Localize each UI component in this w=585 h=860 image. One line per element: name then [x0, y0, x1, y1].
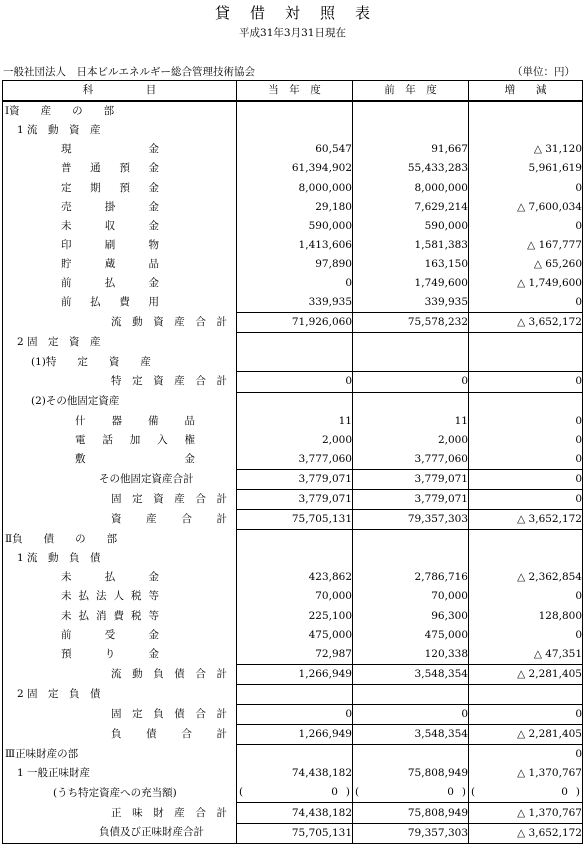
value-previous: 75,808,949 [353, 764, 469, 783]
value-current: 423,862 [237, 568, 353, 587]
row-label: Ⅰ資 産 の 部 [5, 105, 115, 118]
row-label-cell [3, 450, 237, 470]
value-change: 0 [469, 431, 583, 450]
row-label: 売 掛 金 [61, 200, 159, 213]
value-change: △ 3,652,172 [469, 510, 583, 530]
value-current [237, 333, 353, 353]
table-row [3, 764, 583, 783]
table-row [3, 450, 583, 470]
value-change: △ 2,281,405 [469, 664, 583, 684]
unit-label: （単位：円） [512, 66, 575, 78]
table-row [3, 510, 583, 530]
value-current: 0 [237, 274, 353, 293]
value-current: 75,705,131 [237, 823, 353, 843]
table-row [3, 293, 583, 313]
row-label-cell [3, 293, 237, 313]
table-row [3, 236, 583, 255]
value-previous [353, 684, 469, 704]
value-previous: 91,667 [353, 140, 469, 159]
value-change: 0 [469, 412, 583, 431]
value-current [237, 745, 353, 765]
table-row [3, 489, 583, 509]
value-previous: 79,357,303 [353, 510, 469, 530]
row-label: 電 話 加 入 権 [75, 433, 195, 446]
organization-name: 一般社団法人 日本ビルエネルギー総合管理技術協会 [3, 66, 255, 78]
value-change [469, 684, 583, 704]
table-row [3, 783, 583, 803]
value-current: 60,547 [237, 140, 353, 159]
value-current [237, 549, 353, 568]
value-current: 1,413,606 [237, 236, 353, 255]
value-previous [353, 352, 469, 372]
row-label-cell [3, 372, 237, 392]
value-previous [353, 783, 469, 803]
value-current [237, 530, 353, 550]
value-previous [353, 745, 469, 765]
value-change: 0 [469, 178, 583, 197]
row-label-cell [3, 645, 237, 665]
value-current: 11 [237, 412, 353, 431]
value-change: △ 31,120 [469, 140, 583, 159]
value-change [469, 333, 583, 353]
value-current: 475,000 [237, 626, 353, 645]
table-row [3, 725, 583, 745]
row-label: 前 受 金 [61, 628, 159, 641]
row-label: 印 刷 物 [61, 238, 159, 251]
value-change: △ 2,281,405 [469, 725, 583, 745]
paren-value: 0 [331, 786, 338, 799]
row-label-cell [3, 178, 237, 197]
row-label-cell [3, 607, 237, 626]
value-current: 2,000 [237, 431, 353, 450]
row-label: 前 払 費 用 [61, 296, 159, 309]
row-label-cell [3, 274, 237, 293]
value-change: 0 [469, 293, 583, 313]
table-row [3, 372, 583, 392]
row-label-cell [3, 510, 237, 530]
table-row [3, 549, 583, 568]
row-label-cell [3, 101, 237, 121]
row-label-cell [3, 764, 237, 783]
value-change: 0 [469, 450, 583, 470]
value-previous: 3,779,071 [353, 469, 469, 489]
row-label: 前 払 金 [61, 276, 159, 289]
value-current: 74,438,182 [237, 764, 353, 783]
table-row [3, 469, 583, 489]
row-label: Ⅲ正味財産の部 [5, 747, 79, 760]
row-label-cell [3, 333, 237, 353]
value-change: 0 [469, 705, 583, 725]
value-current [237, 121, 353, 140]
row-label: 什 器 備 品 [75, 414, 195, 427]
value-previous: 0 [353, 372, 469, 392]
table-row [3, 313, 583, 333]
row-label-cell [3, 705, 237, 725]
value-current: 3,779,071 [237, 469, 353, 489]
row-label: (2)その他固定資産 [31, 395, 120, 408]
paren-open: ( [471, 786, 476, 799]
row-label: 敷 金 [75, 453, 195, 466]
table-row [3, 198, 583, 217]
value-current: 1,266,949 [237, 725, 353, 745]
value-current: 8,000,000 [237, 178, 353, 197]
value-change: 5,961,619 [469, 159, 583, 178]
table-row [3, 140, 583, 159]
value-previous: 2,000 [353, 431, 469, 450]
row-label-cell [3, 255, 237, 274]
value-current: 339,935 [237, 293, 353, 313]
row-label-cell [3, 489, 237, 509]
table-row [3, 392, 583, 412]
row-label: 貯 蔵 品 [61, 257, 159, 270]
value-previous [353, 333, 469, 353]
value-change: 0 [469, 626, 583, 645]
value-change: △ 3,652,172 [469, 313, 583, 333]
value-previous: 2,786,716 [353, 568, 469, 587]
paren-close: ) [461, 786, 466, 799]
table-row [3, 626, 583, 645]
col-header-previous: 前 年 度 [353, 81, 469, 102]
row-label: 資 産 合 計 [111, 513, 227, 526]
table-row [3, 159, 583, 178]
value-current: 74,438,182 [237, 803, 353, 823]
value-current: 590,000 [237, 217, 353, 236]
table-row [3, 745, 583, 765]
value-change: 0 [469, 217, 583, 236]
row-label: 1 流 動 資 産 [17, 124, 101, 137]
table-row [3, 530, 583, 550]
value-current: 3,777,060 [237, 450, 353, 470]
row-label: Ⅱ負 債 の 部 [5, 532, 118, 545]
row-label: その他固定資産合計 [99, 472, 194, 485]
value-change: 0 [469, 372, 583, 392]
row-label: 固 定 資 産 合 計 [111, 493, 227, 506]
value-previous: 70,000 [353, 587, 469, 606]
row-label-cell [3, 803, 237, 823]
value-current: 3,779,071 [237, 489, 353, 509]
paren-open: ( [355, 786, 360, 799]
row-label-cell [3, 121, 237, 140]
row-label-cell [3, 412, 237, 431]
value-change [469, 530, 583, 550]
table-row [3, 217, 583, 236]
row-label-cell [3, 664, 237, 684]
row-label: 未 払 金 [61, 571, 159, 584]
table-row [3, 255, 583, 274]
row-label-cell [3, 684, 237, 704]
value-previous: 3,548,354 [353, 664, 469, 684]
value-previous: 0 [353, 705, 469, 725]
table-row [3, 587, 583, 606]
row-label: 未 収 金 [61, 219, 159, 232]
value-previous: 120,338 [353, 645, 469, 665]
row-label: 1 流 動 負 債 [17, 552, 101, 565]
value-previous: 11 [353, 412, 469, 431]
row-label: 未 払 法 人 税 等 [61, 590, 159, 603]
value-change [469, 352, 583, 372]
report-date: 平成31年3月31日現在 [239, 27, 346, 39]
value-current: 0 [237, 372, 353, 392]
value-previous: 1,749,600 [353, 274, 469, 293]
value-change [469, 549, 583, 568]
value-current: 225,100 [237, 607, 353, 626]
row-label: 2 固 定 負 債 [17, 687, 101, 700]
row-label: 未 払 消 費 税 等 [61, 609, 159, 622]
value-previous: 8,000,000 [353, 178, 469, 197]
value-change [469, 101, 583, 121]
value-change: △ 167,777 [469, 236, 583, 255]
row-label-cell [3, 469, 237, 489]
paren-value: 0 [447, 786, 454, 799]
row-label-cell [3, 392, 237, 412]
value-current: 29,180 [237, 198, 353, 217]
table-row [3, 664, 583, 684]
row-label: 固 定 負 債 合 計 [111, 708, 227, 721]
row-label-cell [3, 198, 237, 217]
value-change: △ 1,370,767 [469, 803, 583, 823]
value-previous: 55,433,283 [353, 159, 469, 178]
value-current: 75,705,131 [237, 510, 353, 530]
value-previous [353, 121, 469, 140]
row-label-cell [3, 587, 237, 606]
paren-value: 0 [561, 786, 568, 799]
value-current: 0 [237, 705, 353, 725]
table-row [3, 412, 583, 431]
value-change: 0 [469, 587, 583, 606]
value-previous [353, 101, 469, 121]
value-previous [353, 549, 469, 568]
value-change [469, 121, 583, 140]
value-current [237, 101, 353, 121]
value-previous: 3,777,060 [353, 450, 469, 470]
row-label: (1)特 定 資 産 [31, 355, 151, 368]
paren-open: ( [239, 786, 244, 799]
row-label-cell [3, 725, 237, 745]
value-change [469, 783, 583, 803]
value-current [237, 684, 353, 704]
row-label: 預 り 金 [61, 648, 159, 661]
value-change: △ 7,600,034 [469, 198, 583, 217]
value-previous: 590,000 [353, 217, 469, 236]
value-change: △ 47,351 [469, 645, 583, 665]
table-row [3, 333, 583, 353]
value-change: △ 1,749,600 [469, 274, 583, 293]
report-title: 貸借対照表 [214, 4, 390, 22]
table-row [3, 178, 583, 197]
row-label: 特 定 資 産 合 計 [111, 375, 227, 388]
value-previous: 75,808,949 [353, 803, 469, 823]
value-change: 0 [469, 489, 583, 509]
row-label-cell [3, 236, 237, 255]
col-header-current: 当 年 度 [237, 81, 353, 102]
row-label-cell [3, 783, 237, 803]
table-body [3, 101, 583, 843]
row-label-cell [3, 140, 237, 159]
row-label-cell [3, 530, 237, 550]
value-previous [353, 530, 469, 550]
value-change: 0 [469, 469, 583, 489]
table-row [3, 607, 583, 626]
table-row [3, 684, 583, 704]
table-row [3, 823, 583, 843]
row-label-cell [3, 745, 237, 765]
row-label-cell [3, 313, 237, 333]
value-current: 70,000 [237, 587, 353, 606]
value-change: 0 [469, 745, 583, 765]
row-label: (うち特定資産への充当額) [53, 786, 177, 799]
row-label: 1 一般正味財産 [17, 767, 91, 780]
value-previous: 475,000 [353, 626, 469, 645]
table-row [3, 101, 583, 121]
table-row [3, 645, 583, 665]
value-previous: 339,935 [353, 293, 469, 313]
table-row [3, 352, 583, 372]
row-label-cell [3, 626, 237, 645]
row-label: 現 金 [61, 143, 159, 156]
row-label: 定 期 預 金 [61, 181, 159, 194]
table-row [3, 274, 583, 293]
value-current: 61,394,902 [237, 159, 353, 178]
value-current: 71,926,060 [237, 313, 353, 333]
value-current: 1,266,949 [237, 664, 353, 684]
table-header [3, 81, 583, 102]
value-current [237, 783, 353, 803]
table-row [3, 431, 583, 450]
col-header-change: 増 減 [469, 81, 583, 102]
row-label-cell [3, 159, 237, 178]
row-label-cell [3, 352, 237, 372]
row-label: 正 味 財 産 合 計 [111, 806, 227, 819]
value-current [237, 352, 353, 372]
balance-sheet-table [2, 80, 583, 844]
value-change: △ 65,260 [469, 255, 583, 274]
value-change [469, 392, 583, 412]
row-label: 流 動 資 産 合 計 [111, 316, 227, 329]
value-previous: 75,578,232 [353, 313, 469, 333]
table-row [3, 568, 583, 587]
row-label-cell [3, 549, 237, 568]
value-previous: 3,548,354 [353, 725, 469, 745]
row-label-cell [3, 823, 237, 843]
paren-close: ) [345, 786, 350, 799]
row-label-cell [3, 217, 237, 236]
value-previous: 1,581,383 [353, 236, 469, 255]
row-label: 2 固 定 資 産 [17, 336, 101, 349]
table-row [3, 705, 583, 725]
value-previous: 79,357,303 [353, 823, 469, 843]
col-header-item: 科 目 [3, 81, 237, 102]
value-current: 97,890 [237, 255, 353, 274]
value-previous: 163,150 [353, 255, 469, 274]
value-current: 72,987 [237, 645, 353, 665]
row-label-cell [3, 431, 237, 450]
value-change: △ 2,362,854 [469, 568, 583, 587]
value-previous [353, 392, 469, 412]
value-previous: 7,629,214 [353, 198, 469, 217]
value-change: △ 3,652,172 [469, 823, 583, 843]
value-change: △ 1,370,767 [469, 764, 583, 783]
row-label-cell [3, 568, 237, 587]
value-change: 128,800 [469, 607, 583, 626]
value-previous: 96,300 [353, 607, 469, 626]
table-row [3, 121, 583, 140]
table-row [3, 803, 583, 823]
paren-close: ) [575, 786, 580, 799]
row-label: 普 通 預 金 [61, 162, 159, 175]
value-current [237, 392, 353, 412]
row-label: 負債及び正味財産合計 [99, 826, 204, 839]
row-label: 流 動 負 債 合 計 [111, 667, 227, 680]
row-label: 負 債 合 計 [111, 728, 227, 741]
value-previous: 3,779,071 [353, 489, 469, 509]
